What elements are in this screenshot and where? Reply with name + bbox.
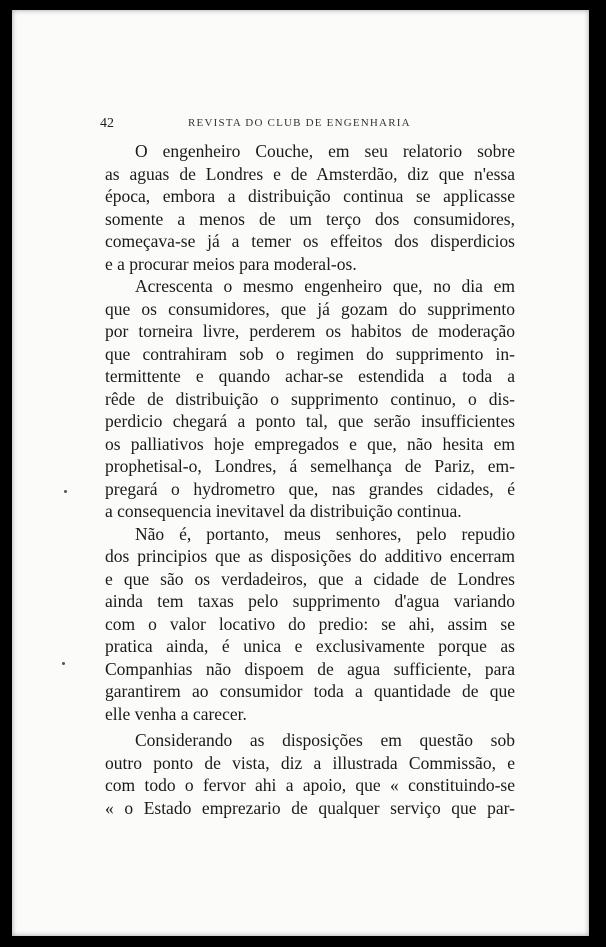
text-line: que os consumidores, que já gozam do supprimento xyxy=(105,298,515,319)
text-line: a consequencia inevitavel da distribuição continua. xyxy=(105,501,462,521)
text-line: que contrahiram sob o regimen do supprimento in- xyxy=(105,343,515,364)
ink-speck xyxy=(62,662,65,665)
text-line: rêde de distribuição o supprimento continuo, o dis- xyxy=(105,388,515,409)
text-line: e a procurar meios para moderal-os. xyxy=(105,253,357,274)
text-line: pregará o hydrometro que, nas grandes cidades, é xyxy=(105,478,515,499)
text-line: Não é, portanto, meus senhores, pelo repudio xyxy=(135,523,515,544)
text-line: « o Estado emprezario de qualquer serviço que par- xyxy=(105,797,515,818)
paragraph xyxy=(105,275,515,523)
text-line: perdicio chegará a ponto tal, que serão insufficientes xyxy=(105,411,515,431)
text-line: outro ponto de vista, diz a illustrada Commissão, e xyxy=(105,752,515,773)
journal-title: REVISTA DO CLUB DE ENGENHARIA xyxy=(188,117,411,129)
text-line: as aguas de Londres e de Amsterdão, diz que n'essa xyxy=(105,163,515,184)
page-number: 42 xyxy=(100,116,114,131)
text-line: Companhias não dispoem de agua sufficiente, para xyxy=(105,658,515,679)
text-line: dos principios que as disposições do additivo encerram xyxy=(105,546,515,566)
text-line: somente a menos de um terço dos consumidores, xyxy=(105,208,515,229)
text-line: com o valor locativo do predio: se ahi, assim se xyxy=(105,613,515,634)
text-line: garantirem ao consumidor toda a quantidade de que xyxy=(105,681,515,701)
ink-speck xyxy=(64,490,67,493)
paragraph xyxy=(105,729,515,819)
text-line: elle venha a carecer. xyxy=(105,703,247,724)
paragraph xyxy=(105,523,515,726)
text-line: os palliativos hoje empregados e que, não hesita em xyxy=(105,433,515,454)
text-line: termittente e quando achar-se estendida a toda a xyxy=(105,366,515,386)
running-head xyxy=(100,112,520,136)
text-line: prophetisal-o, Londres, á semelhança de Pariz, em- xyxy=(105,456,515,476)
text-line: pratica ainda, é unica e exclusivamente porque as xyxy=(105,636,515,656)
text-line: ainda tem taxas pelo supprimento d'agua variando xyxy=(105,591,515,611)
text-line: começava-se já a temer os effeitos dos disperdicios xyxy=(105,231,515,251)
paragraph xyxy=(105,140,515,275)
text-line: por torneira livre, perderem os habitos de moderação xyxy=(105,321,515,341)
text-line: e que são os verdadeiros, que a cidade de Londres xyxy=(105,568,515,589)
text-line: O engenheiro Couche, em seu relatorio sobre xyxy=(135,141,515,161)
text-line: Considerando as disposições em questão sob xyxy=(135,730,515,750)
text-line: época, embora a distribuição continua se applicasse xyxy=(105,186,515,206)
text-line: Acrescenta o mesmo engenheiro que, no dia em xyxy=(135,276,515,296)
text-line: com todo o fervor ahi a apoio, que « constituindo-se xyxy=(105,775,515,795)
body-text xyxy=(105,140,515,819)
